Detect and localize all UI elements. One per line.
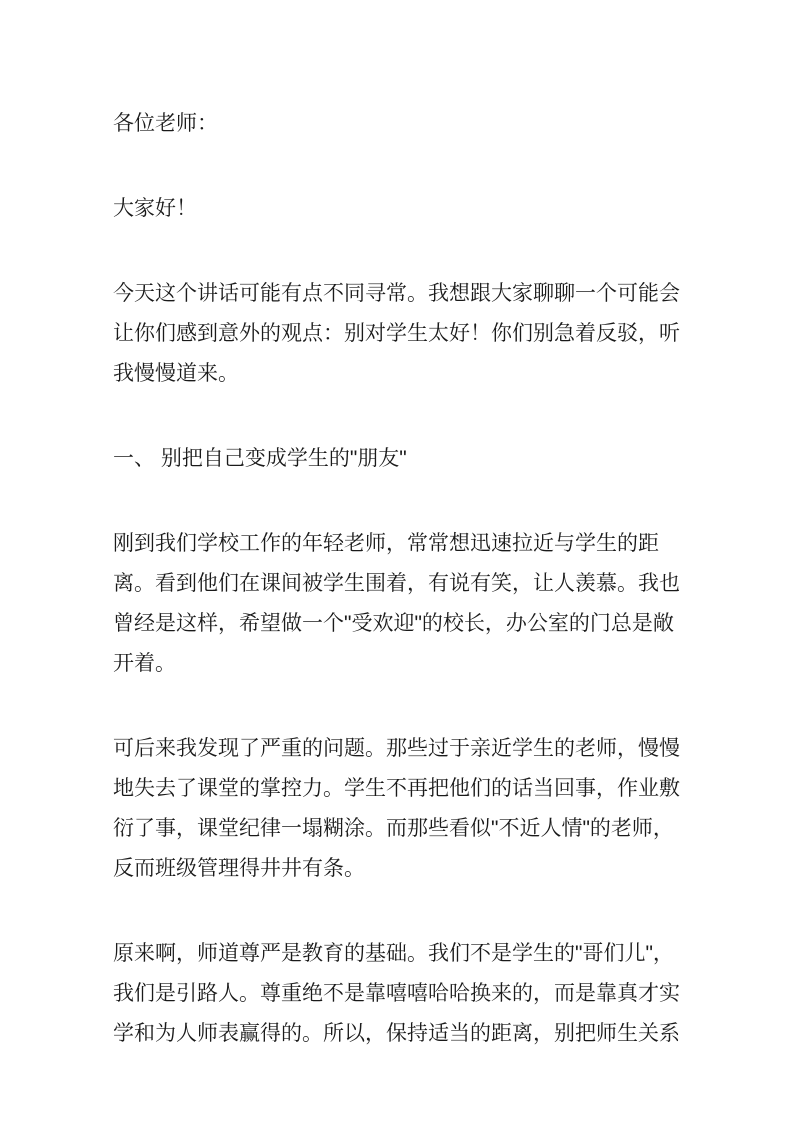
section-heading-1: 一、 别把自己变成学生的"朋友" bbox=[113, 447, 407, 470]
body-paragraph: 可后来我发现了严重的问题。那些过于亲近学生的老师，慢慢地失去了课堂的掌控力。学生不再把他们的话当回事，作业敷衍了事，课堂纪律一塌糊涂。而那些看似"不近人情"的老师，反而班级管理得井井有条。 bbox=[113, 737, 680, 880]
body-paragraph: 原来啊，师道尊严是教育的基础。我们不是学生的"哥们儿"，我们是引路人。尊重绝不是靠嘻嘻哈哈换来的，而是靠真才实学和为人师表赢得的。所以，保持适当的距离，别把师生关系 bbox=[113, 942, 680, 1045]
body-paragraph: 刚到我们学校工作的年轻老师，常常想迅速拉近与学生的距离。看到他们在课间被学生围着，有说有笑，让人羡慕。我也曾经是这样，希望做一个"受欢迎"的校长，办公室的门总是敞开着。 bbox=[113, 532, 680, 675]
intro-paragraph: 今天这个讲话可能有点不同寻常。我想跟大家聊聊一个可能会让你们感到意外的观点：别对学生太好！你们别急着反驳，听我慢慢道来。 bbox=[113, 282, 680, 385]
salutation-line: 各位老师： bbox=[113, 112, 218, 135]
greeting-line: 大家好！ bbox=[113, 197, 197, 220]
